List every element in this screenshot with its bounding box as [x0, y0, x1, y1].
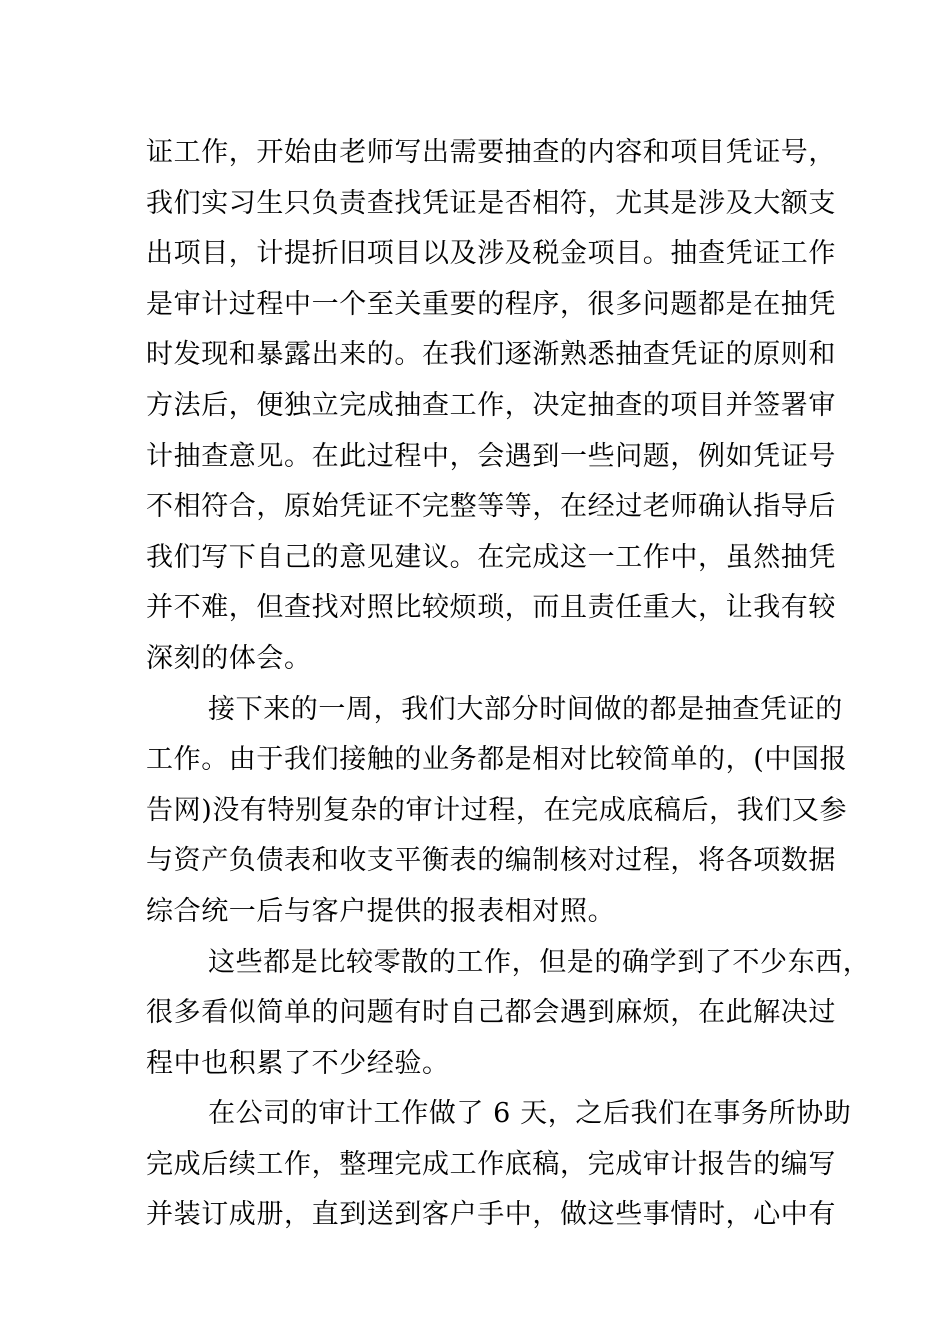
text-line: 计抽查意见。在此过程中，会遇到一些问题，例如凭证号 — [146, 440, 836, 472]
text-line: 不相符合，原始凭证不完整等等，在经过老师确认指导后 — [146, 491, 836, 523]
text-line: 很多看似简单的问题有时自己都会遇到麻烦，在此解决过 — [146, 997, 836, 1029]
text-line: 完成后续工作，整理完成工作底稿，完成审计报告的编写 — [146, 1148, 836, 1180]
text-line: 并装订成册，直到送到客户手中，做这些事情时，心中有 — [146, 1199, 836, 1231]
text-line: 接下来的一周，我们大部分时间做的都是抽查凭证的 — [208, 693, 843, 725]
paragraph — [146, 938, 871, 1090]
paragraph — [146, 685, 848, 938]
paragraph — [146, 128, 836, 685]
text-line: 出项目，计提折旧项目以及涉及税金项目。抽查凭证工作 — [146, 238, 836, 270]
document-page — [146, 128, 871, 1241]
text-line: 时发现和暴露出来的。在我们逐渐熟悉抽查凭证的原则和 — [146, 339, 836, 371]
text-line: 是审计过程中一个至关重要的程序，很多问题都是在抽凭 — [146, 288, 836, 320]
text-line: 这些都是比较零散的工作，但是的确学到了不少东西， — [208, 946, 871, 978]
text-line: 与资产负债表和收支平衡表的编制核对过程，将各项数据 — [146, 845, 836, 877]
text-line: 程中也积累了不少经验。 — [146, 1047, 450, 1079]
paragraph — [146, 1089, 852, 1241]
text-line: 深刻的体会。 — [146, 642, 312, 674]
text-line: 我们实习生只负责查找凭证是否相符，尤其是涉及大额支 — [146, 187, 836, 219]
text-line: 综合统一后与客户提供的报表相对照。 — [146, 895, 616, 927]
text-line: 告网)没有特别复杂的审计过程，在完成底稿后，我们又参 — [146, 794, 848, 826]
text-line: 工作。由于我们接触的业务都是相对比较简单的，(中国报 — [146, 744, 848, 776]
text-line: 方法后，便独立完成抽查工作，决定抽查的项目并签署审 — [146, 389, 836, 421]
text-line: 并不难，但查找对照比较烦琐，而且责任重大，让我有较 — [146, 592, 836, 624]
text-line: 在公司的审计工作做了 6 天，之后我们在事务所协助 — [208, 1098, 852, 1130]
text-line: 证工作，开始由老师写出需要抽查的内容和项目凭证号， — [146, 137, 836, 168]
text-line: 我们写下自己的意见建议。在完成这一工作中，虽然抽凭 — [146, 541, 836, 573]
